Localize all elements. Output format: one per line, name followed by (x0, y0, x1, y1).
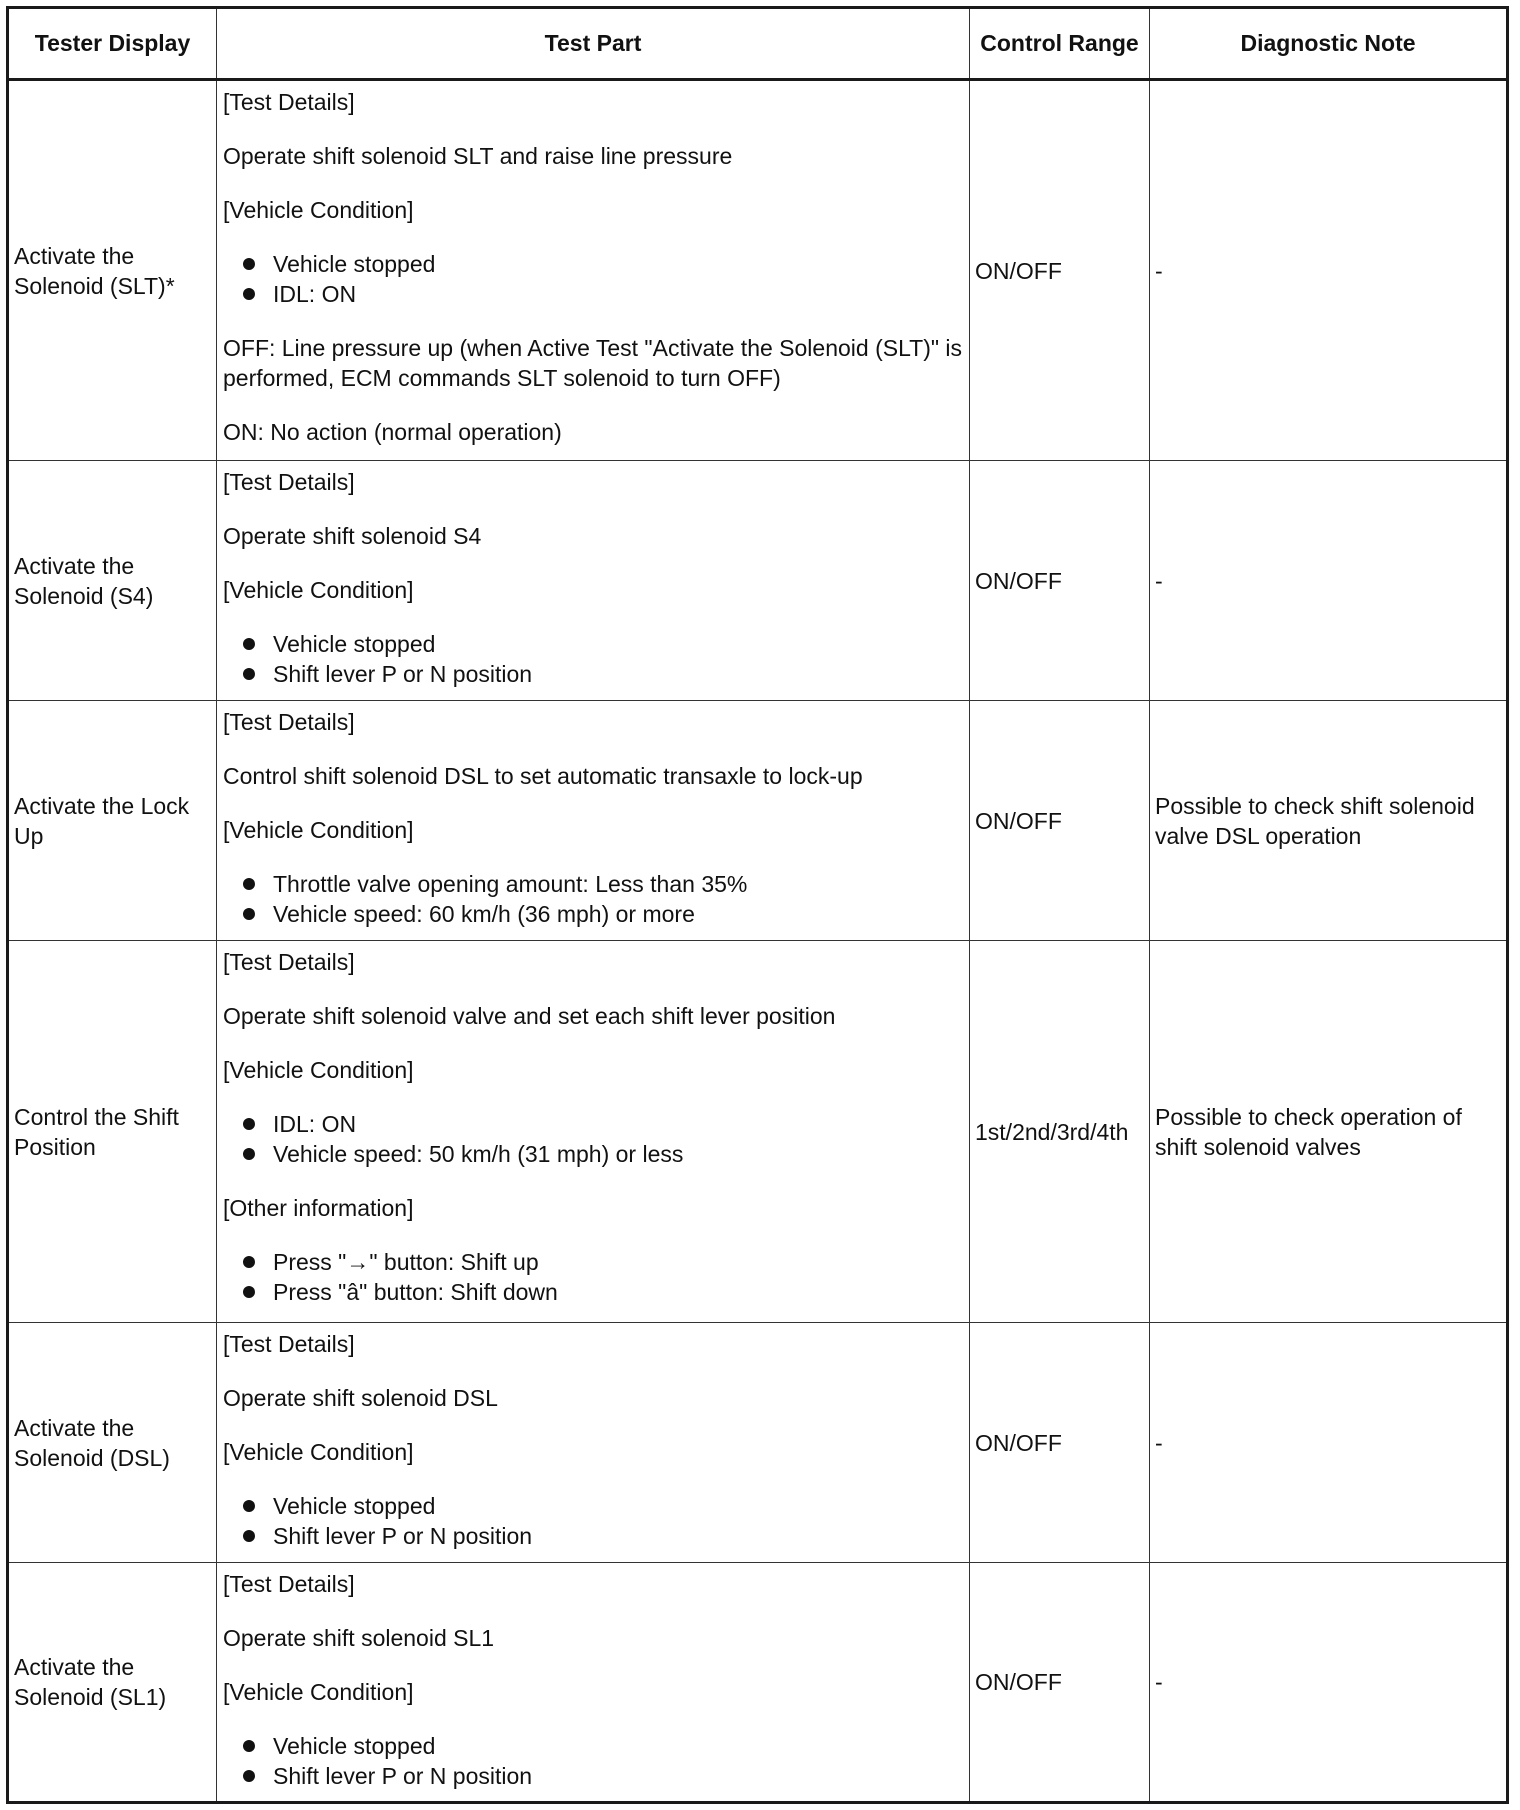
vehicle-condition-label: [Vehicle Condition] (223, 197, 414, 223)
tester-display-cell: Activate the Solenoid (S4) (8, 461, 217, 701)
condition-item: Vehicle stopped (243, 1491, 963, 1521)
extra-note: OFF: Line pressure up (when Active Test "Activate the Solenoid (SLT)" is performed, ECM commands SLT solenoid to turn OFF) (223, 335, 963, 391)
header-diagnostic-note: Diagnostic Note (1150, 8, 1508, 80)
test-details-label: [Test Details] (223, 469, 355, 495)
other-information-item: Press "â" button: Shift down (243, 1277, 963, 1307)
diagnostic-note-cell: - (1150, 80, 1508, 461)
vehicle-condition-label: [Vehicle Condition] (223, 1679, 414, 1705)
diagnostic-note-cell: - (1150, 461, 1508, 701)
tester-display-cell: Activate the Solenoid (SLT)* (8, 80, 217, 461)
condition-item: IDL: ON (243, 1109, 963, 1139)
test-part-cell (217, 701, 970, 941)
condition-list (223, 629, 963, 689)
vehicle-condition-label: [Vehicle Condition] (223, 577, 414, 603)
condition-item: Vehicle stopped (243, 629, 963, 659)
test-part-cell (217, 461, 970, 701)
test-details-text: Operate shift solenoid valve and set each shift lever position (223, 1003, 836, 1029)
condition-item: Throttle valve opening amount: Less than 35% (243, 869, 963, 899)
condition-list (223, 1109, 963, 1169)
table-row (8, 941, 1508, 1323)
test-part-cell (217, 1323, 970, 1563)
diagnostic-note-cell: Possible to check shift solenoid valve DSL operation (1150, 701, 1508, 941)
control-range-cell: ON/OFF (970, 461, 1150, 701)
condition-item: Vehicle stopped (243, 249, 963, 279)
vehicle-condition-label: [Vehicle Condition] (223, 817, 414, 843)
condition-item: Vehicle speed: 50 km/h (31 mph) or less (243, 1139, 963, 1169)
test-part-cell (217, 1563, 970, 1803)
test-details-label: [Test Details] (223, 709, 355, 735)
other-information-list (223, 1247, 963, 1307)
test-details-text: Operate shift solenoid S4 (223, 523, 482, 549)
condition-list (223, 1731, 963, 1791)
test-details-label: [Test Details] (223, 1331, 355, 1357)
vehicle-condition-label: [Vehicle Condition] (223, 1439, 414, 1465)
control-range-cell: 1st/2nd/3rd/4th (970, 941, 1150, 1323)
tester-display-cell: Activate the Lock Up (8, 701, 217, 941)
control-range-cell: ON/OFF (970, 1563, 1150, 1803)
other-information-label: [Other information] (223, 1195, 414, 1221)
tester-display-cell: Activate the Solenoid (SL1) (8, 1563, 217, 1803)
control-range-cell: ON/OFF (970, 80, 1150, 461)
control-range-cell: ON/OFF (970, 701, 1150, 941)
table-row (8, 1563, 1508, 1803)
extra-note: ON: No action (normal operation) (223, 419, 562, 445)
test-details-text: Operate shift solenoid DSL (223, 1385, 498, 1411)
vehicle-condition-label: [Vehicle Condition] (223, 1057, 414, 1083)
test-part-cell (217, 80, 970, 461)
condition-item: Shift lever P or N position (243, 1521, 963, 1551)
test-details-label: [Test Details] (223, 89, 355, 115)
table-row (8, 461, 1508, 701)
active-test-table (6, 6, 1509, 1804)
header-row (8, 8, 1508, 80)
table-row (8, 701, 1508, 941)
header-control-range: Control Range (970, 8, 1150, 80)
test-details-text: Operate shift solenoid SLT and raise line pressure (223, 143, 733, 169)
control-range-cell: ON/OFF (970, 1323, 1150, 1563)
table-row (8, 1323, 1508, 1563)
test-part-cell (217, 941, 970, 1323)
header-test-part: Test Part (217, 8, 970, 80)
diagnostic-note-cell: - (1150, 1563, 1508, 1803)
tester-display-cell: Control the Shift Position (8, 941, 217, 1323)
test-details-text: Operate shift solenoid SL1 (223, 1625, 495, 1651)
condition-list (223, 1491, 963, 1551)
test-details-label: [Test Details] (223, 949, 355, 975)
condition-item: Vehicle stopped (243, 1731, 963, 1761)
test-details-label: [Test Details] (223, 1571, 355, 1597)
header-tester-display: Tester Display (8, 8, 217, 80)
condition-item: Vehicle speed: 60 km/h (36 mph) or more (243, 899, 963, 929)
diagnostic-note-cell: Possible to check operation of shift solenoid valves (1150, 941, 1508, 1323)
table-row (8, 80, 1508, 461)
condition-item: Shift lever P or N position (243, 1761, 963, 1791)
condition-item: IDL: ON (243, 279, 963, 309)
test-details-text: Control shift solenoid DSL to set automatic transaxle to lock-up (223, 763, 863, 789)
condition-list (223, 249, 963, 309)
other-information-item: Press "→" button: Shift up (243, 1247, 963, 1277)
condition-list (223, 869, 963, 929)
diagnostic-note-cell: - (1150, 1323, 1508, 1563)
tester-display-cell: Activate the Solenoid (DSL) (8, 1323, 217, 1563)
condition-item: Shift lever P or N position (243, 659, 963, 689)
